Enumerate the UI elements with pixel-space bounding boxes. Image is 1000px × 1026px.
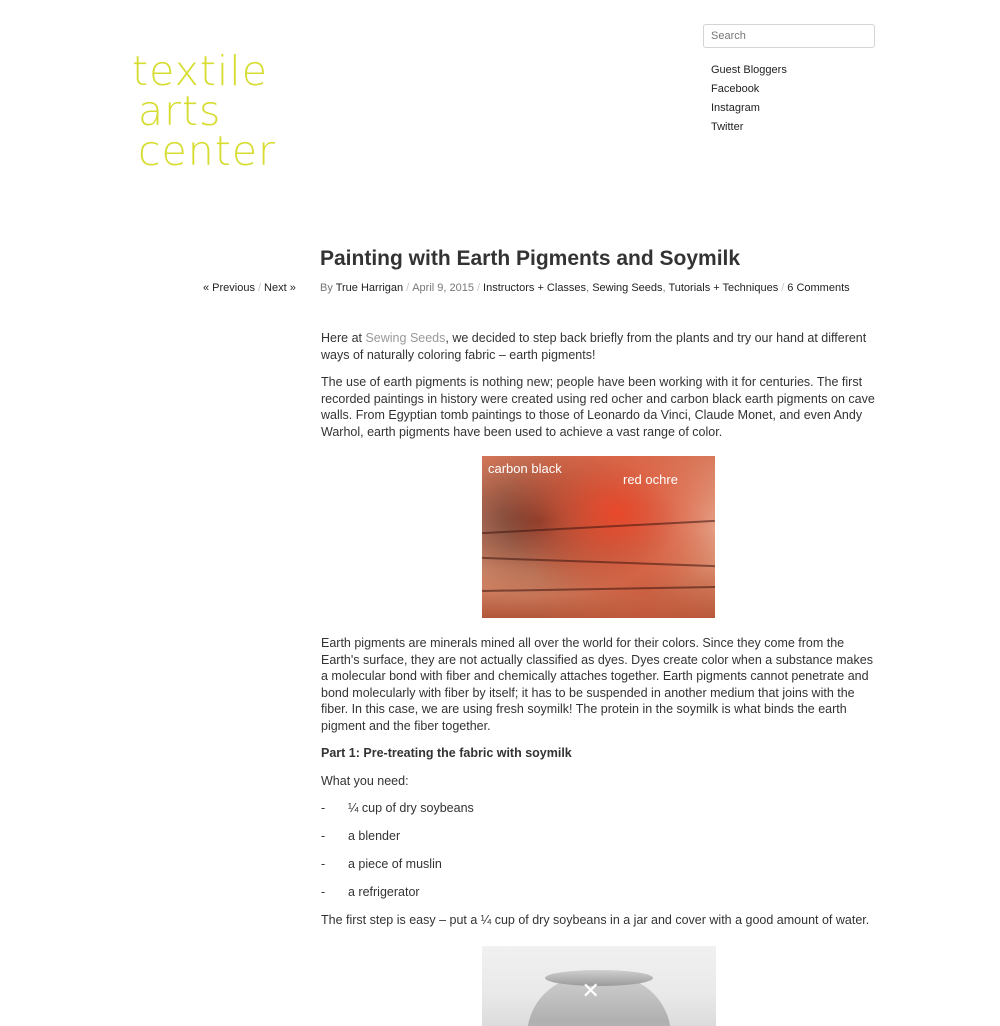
paragraph-intro: [321, 330, 876, 363]
list-dash: -: [321, 801, 326, 815]
meta-separator: /: [476, 282, 481, 294]
sidebar-item-guest-bloggers: [711, 61, 787, 80]
category-link-tutorials[interactable]: Tutorials + Techniques: [668, 282, 779, 294]
list-dash: -: [321, 829, 326, 843]
sidebar-links: [711, 61, 787, 137]
previous-post-link[interactable]: « Previous: [203, 282, 255, 294]
meta-separator: /: [406, 282, 410, 294]
list-item-text: ¼ cup of dry soybeans: [348, 801, 474, 815]
list-item: [321, 856, 876, 873]
next-post-link[interactable]: Next »: [264, 282, 296, 294]
sidebar-item-instagram: [711, 99, 787, 118]
meta-by: By: [320, 282, 333, 294]
what-you-need-label: What you need:: [321, 773, 409, 788]
jar-logo-mark: ✕: [581, 977, 600, 1003]
logo-line-2: arts: [138, 87, 222, 135]
paragraph-first-step: The first step is easy – put a ¼ cup of dry soybeans in a jar and cover with a good amount of water.: [321, 913, 870, 927]
category-link-sewing-seeds[interactable]: Sewing Seeds: [592, 282, 663, 294]
sidebar-item-twitter: [711, 118, 787, 137]
image-texture: [482, 520, 715, 534]
image-texture: [482, 586, 715, 592]
paragraph-history: The use of earth pigments is nothing new; people have been working with it for centuries. The first recorded paintings in history were created using red ocher and carbon black earth pigments on cave walls. From Egyptian tomb paintings to those of Leonardo da Vinci, Claude Monet, and even Andy Warhol, earth pigments have been used to achieve a vast range of color.: [321, 375, 875, 439]
instagram-link[interactable]: Instagram: [711, 102, 760, 114]
author-link[interactable]: True Harrigan: [335, 282, 404, 294]
list-dash: -: [321, 857, 326, 871]
facebook-link[interactable]: Facebook: [711, 83, 760, 95]
image-label-red-ochre: red ochre: [623, 472, 678, 487]
image-label-carbon-black: carbon black: [488, 461, 562, 476]
sewing-seeds-link[interactable]: Sewing Seeds: [365, 331, 446, 345]
part1-heading: Part 1: Pre-treating the fabric with soymilk: [321, 746, 572, 760]
meta-separator: /: [781, 282, 785, 294]
guest-bloggers-link[interactable]: Guest Bloggers: [711, 64, 787, 76]
post-navigation: [203, 281, 296, 295]
list-dash: -: [321, 885, 326, 899]
cave-painting-image: [482, 456, 715, 618]
post-meta: By True Harrigan / April 9, 2015 / Instructors + Classes, Sewing Seeds, Tutorials + Techniques / 6 Comments: [320, 282, 850, 294]
post-content: [321, 330, 876, 1026]
list-item-text: a refrigerator: [348, 885, 420, 899]
site-logo[interactable]: [130, 48, 290, 173]
logo-line-3: center: [138, 127, 276, 175]
list-item: [321, 800, 876, 817]
comments-link[interactable]: 6 Comments: [787, 282, 850, 294]
post-date: April 9, 2015: [412, 282, 474, 294]
sidebar-item-facebook: [711, 80, 787, 99]
intro-text-end: , we decided to step back briefly from the plants and try our hand at different ways of naturally coloring fabric – earth pigments!: [321, 331, 867, 362]
intro-text-start: Here at: [321, 331, 366, 345]
search-input[interactable]: [703, 24, 875, 48]
twitter-link[interactable]: Twitter: [711, 121, 744, 133]
list-item: [321, 884, 876, 901]
image-texture: [482, 557, 715, 567]
list-item: [321, 828, 876, 845]
list-item-text: a piece of muslin: [348, 857, 442, 871]
paragraph-earth-pigments: Earth pigments are minerals mined all over the world for their colors. Since they come from the Earth's surface, they are not actually classified as dyes. Dyes create color when a substance makes a molecular bond with fiber and chemically attaches together. Earth pigments cannot penetrate and bond molecularly with fiber by itself; it has to be suspended in another medium that joins with the fiber. In this case, we are using fresh soymilk! The protein in the soymilk is what binds the earth pigment and the fiber together.: [321, 636, 873, 733]
soybean-jar-image: [482, 946, 716, 1026]
category-link-instructors[interactable]: Instructors + Classes: [483, 282, 587, 294]
logo-line-1: textile: [132, 47, 268, 95]
post-title: Painting with Earth Pigments and Soymilk: [320, 247, 741, 270]
list-item-text: a blender: [348, 829, 401, 843]
nav-separator: /: [257, 282, 262, 294]
